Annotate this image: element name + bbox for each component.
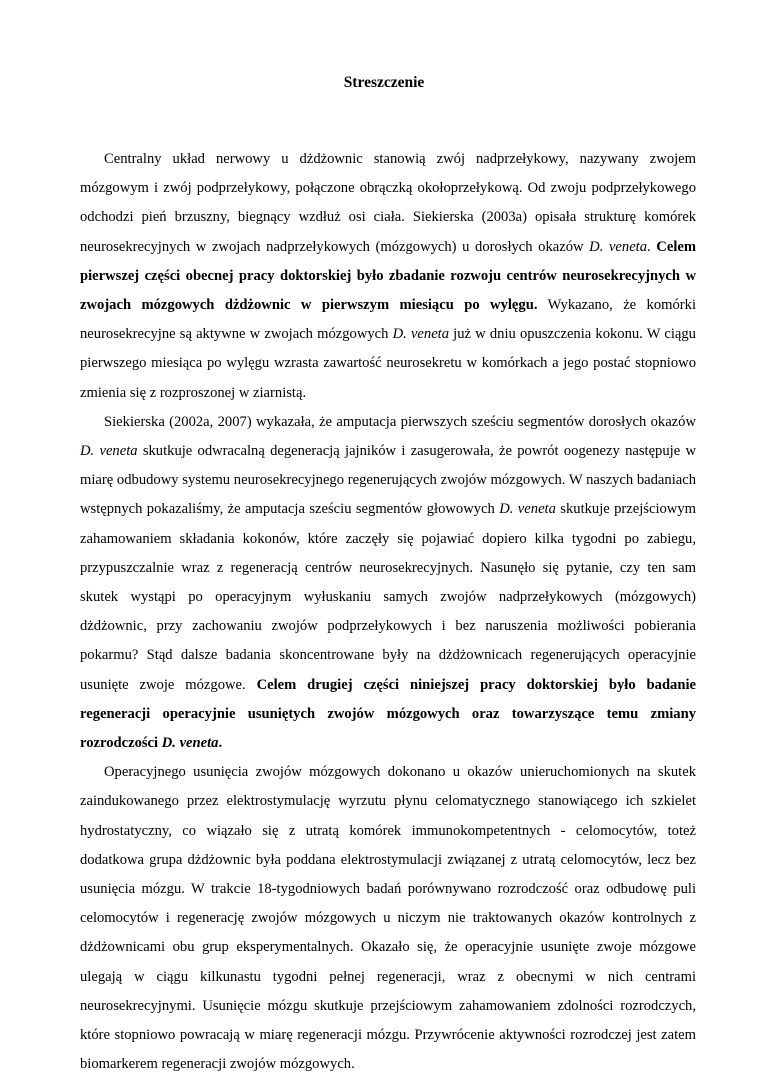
species-name: D. veneta: [392, 326, 450, 343]
species-name: D. veneta: [589, 238, 648, 255]
species-name: D. veneta: [161, 735, 219, 752]
text-segment: Centralny układ nerwowy u dżdżownic stanowią zwój nadprzełykowy, nazywany zwojem mózgowym i zwój podprzełykowy, połączone obrączką okołoprzełykową. Od zwoju podprzełykowego odchodzi pień brzuszny, biegnący wzdłuż osi ciała. Siekierska (2003a) opisała strukturę komórek neurosekrecyjnych w zwojach nadprzełykowych (mózgowych) u dorosłych okazów: [80, 151, 696, 255]
paragraph: [80, 408, 696, 758]
species-name: D. veneta: [80, 443, 138, 460]
text-segment: Siekierska (2002a, 2007) wykazała, że amputacja pierwszych sześciu segmentów dorosłych okazów: [104, 413, 696, 430]
text-segment: Wykazano, że komórki neurosekrecyjne są aktywne w zwojach mózgowych: [80, 297, 696, 343]
bold-text: Celem drugiej części niniejszej pracy doktorskiej było badanie regeneracji operacyjnie usuniętych zwojów mózgowych oraz towarzyszące temu zmiany rozrodczości: [80, 676, 697, 752]
text-segment: skutkuje odwracalną degeneracją jajników i zasugerowała, że powrót oogenezy następuje w miarę odbudowy systemu neurosekrecyjnego regenerujących zwojów mózgowych. W naszych badaniach wstępnych pokazaliśmy, że amputacja sześciu segmentów głowowych: [80, 443, 696, 518]
species-name: D. veneta: [499, 501, 556, 518]
abstract-body: [80, 145, 696, 1080]
text-segment: skutkuje przejściowym zahamowaniem składania kokonów, które zaczęły się pojawiać dopiero kilka tygodni po zabiegu, przypuszczalnie wraz z regeneracją centrów neurosekrecyjnych. Nasunęło się pytanie, czy ten sam skutek wystąpi po operacyjnym wyłuskaniu samych zwojów nadprzełykowych (mózgowych) dżdżownic, przy zachowaniu zwojów podprzełykowych i bez naruszenia możliwości pobierania pokarmu? Stąd dalsze badania skoncentrowane były na dżdżownicach regenerujących operacyjnie usunięte zwoje mózgowe.: [80, 501, 696, 693]
page-title: Streszczenie: [343, 74, 425, 91]
paragraph: [80, 758, 696, 1079]
text-segment: już w dniu opuszczenia kokonu. W ciągu pierwszego miesiąca po wylęgu wzrasta zawartość neurosekretu w komórkach a jego postać stopniowo zmienia się z rozproszonej w ziarnistą.: [80, 326, 696, 401]
bold-text: .: [218, 735, 223, 752]
text-segment: Operacyjnego usunięcia zwojów mózgowych dokonano u okazów unieruchomionych na skutek zaindukowanego przez elektrostymulację wyrzutu płynu celomatycznego stanowiącego ich szkielet hydrostatyczny, co wiązało się z utratą komórek immunokompetentnych - celomocytów, toteż dodatkowa grupa dżdżownic była poddana elektrostymulacji związanej z utratą celomocytów, lecz bez usunięcia mózgu. W trakcie 18-tygodniowych badań porównywano rozrodczość oraz odbudowę puli celomocytów i regenerację zwojów mózgowych u niczym nie traktowanych okazów kontrolnych z dżdżownicami obu grup eksperymentalnych. Okazało się, że operacyjnie usunięte zwoje mózgowe ulegają w ciągu kilkunastu tygodni pełnej regeneracji, wraz z obecnymi w nich centrami neurosekrecyjnymi. Usunięcie mózgu skutkuje przejściowym zahamowaniem zdolności rozrodczych, które stopniowo powracają w miarę regeneracji mózgu. Przywrócenie aktywności rozrodczej jest zatem biomarkerem regeneracji zwojów mózgowych.: [80, 764, 696, 1073]
paragraph: [80, 145, 696, 408]
text-segment: .: [647, 238, 657, 255]
bold-text: Celem pierwszej części obecnej pracy doktorskiej było zbadanie rozwoju centrów neurosekrecyjnych w zwojach mózgowych dżdżownic w pierwszym miesiącu po wylęgu.: [80, 238, 697, 314]
